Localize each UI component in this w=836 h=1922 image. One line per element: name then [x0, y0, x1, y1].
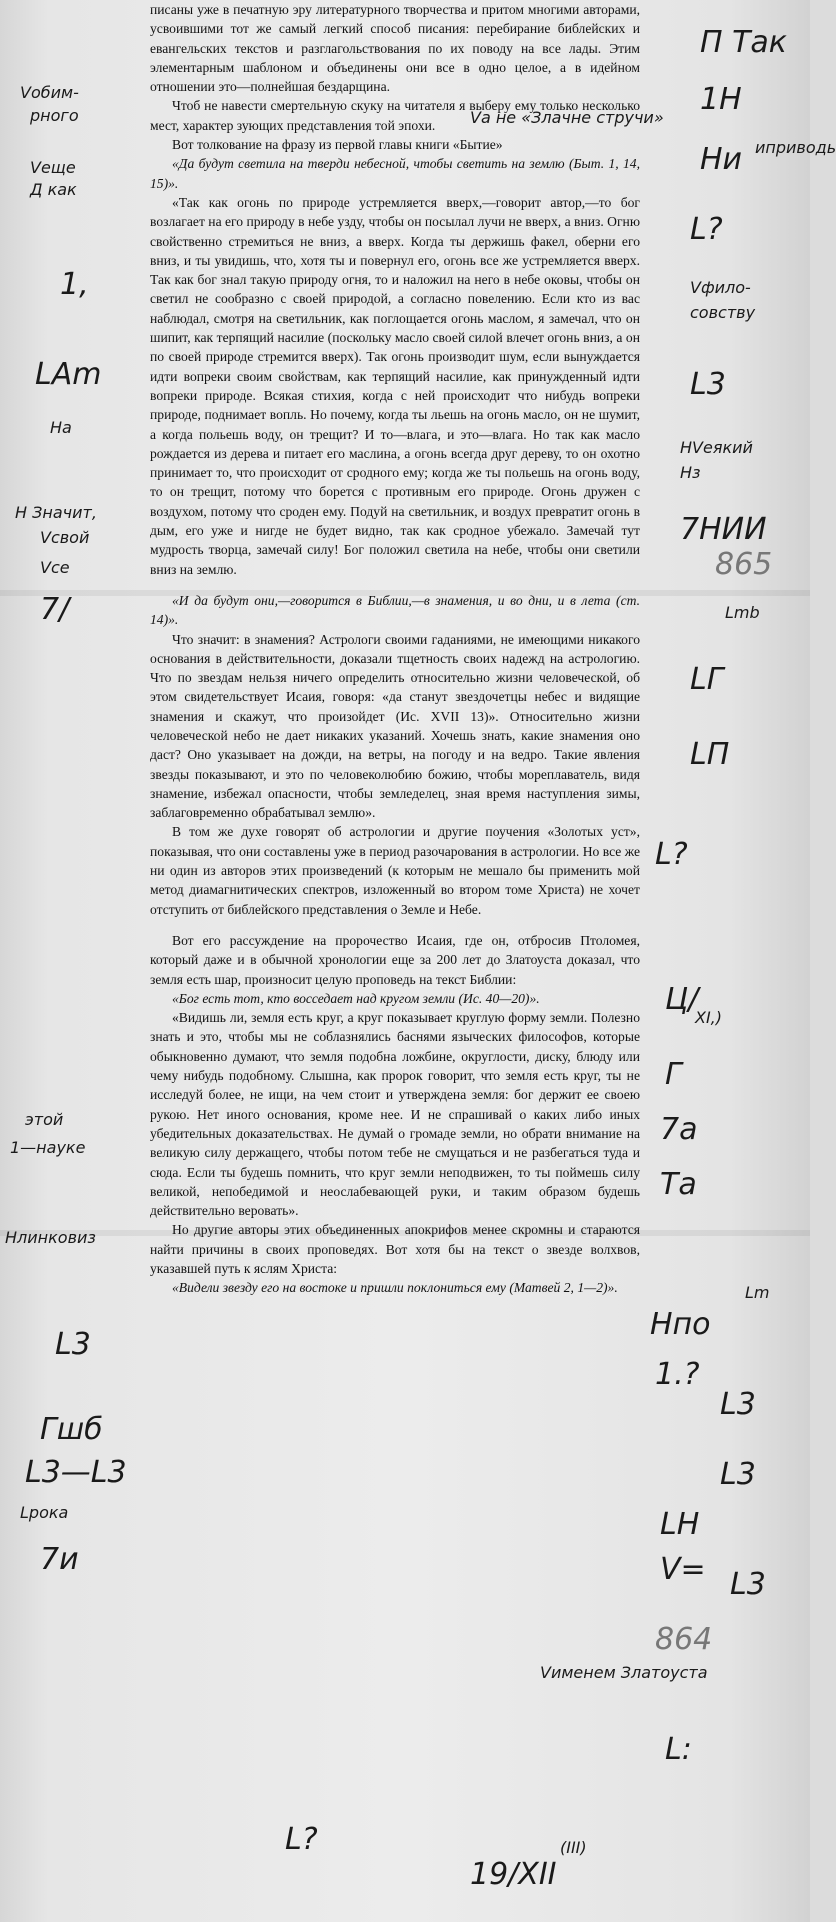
quote-paragraph: «Видели звезду его на востоке и пришли поклониться ему (Матвей 2, 1—2)». — [172, 1280, 618, 1296]
handwritten-mark: Ц/ — [665, 982, 699, 1017]
handwritten-mark: П Так — [700, 25, 787, 60]
handwritten-mark: LГ — [690, 662, 724, 697]
quote-paragraph: «Да будут светила на тверди небесной, чтобы светить на землю (Быт. 1, 14, 15)». — [150, 156, 640, 191]
handwritten-mark: Vсвой — [40, 528, 90, 547]
handwritten-mark: 7а — [660, 1112, 698, 1147]
body-paragraph: Вот его рассуждение на пророчество Исаия, где он, отбросив Птоломея, который даже и в обычной хронологии еще за 200 лет до Златоуста доказал, что земля есть шар, произносит целую проповедь на текст Библии: — [150, 932, 640, 987]
handwritten-mark: 1, — [60, 267, 89, 302]
handwritten-mark: LП — [690, 737, 730, 772]
handwritten-mark: Lmb — [725, 603, 760, 622]
handwritten-mark: L3 — [720, 1457, 756, 1492]
handwritten-mark: L3—L3 — [25, 1455, 127, 1490]
handwritten-mark: 19/XII — [470, 1857, 557, 1892]
handwritten-mark: L3 — [720, 1387, 756, 1422]
handwritten-mark: Vфило- — [690, 278, 751, 297]
body-paragraph: «Так как огонь по природе устремляется вверх,—говорит автор,—то бог возлагает на его природу в небе узду, чтобы он посылал лучи не вверх, а вниз. Огню свойственно стремиться не вниз, а вверх. Когда ты держишь факел, оберни его вниз, и ты увидишь, что, хотя ты и повернул его, огонь все же устремляется вверх. Так как бог знал такую природу огня, то и наложил на него в небе оковы, чтобы он светил не сообразно с своей природой, а согласно повелению. Если кто из вас наблюдал, смотря на светильник, как поглощается огонь маслом, я замечал, что он шипит, как терпящий насилие (поскольку масло своей силой влечет огонь вниз, а он по своей природе стремится вверх). Так огонь производит шум, если вынуждается идти вопреки своим свойствам, как терпящий насилие, как принужденный идти вопреки природе. Всякая стихия, когда с ней происходит что нибудь вопреки природе, поднимает вопль. Но почему, когда ты льешь на огонь масло, он не шумит, а когда польешь воду, он трещит? И то—влага, и это—влага. Но так как масло рождается из дерева и питает его маслина, а огонь всегда друг дереву, то он охотно принимает то, что происходит от сродного ему; когда же ты польешь на огонь воду, то он трещит, потому что борется с противным его природе. Огонь дружен с воздухом, потому что сроден ему. Подуй на светильник, и воздух превратит огонь в дым, его уже и нигде не будет видно, так как сродное убежало. Замечай тут мудрость творца, замечай силу! Бог положил светила на небе, чтобы они светили вниз на землю. — [150, 194, 640, 577]
handwritten-mark: Гшб — [40, 1412, 103, 1447]
handwritten-mark: Hз — [680, 463, 701, 482]
body-paragraph: Вот толкование на фразу из первой главы книги «Бытие» — [172, 137, 503, 153]
handwritten-mark: Г — [665, 1057, 682, 1092]
handwritten-mark: Vсе — [40, 558, 70, 577]
handwritten-mark: Нлинковиз — [5, 1228, 96, 1247]
handwritten-mark: Vеще — [30, 158, 76, 177]
handwritten-mark: Ha — [50, 418, 72, 437]
handwritten-mark: Lm — [745, 1283, 770, 1302]
handwritten-mark: L? — [690, 212, 723, 247]
handwritten-mark: 1Н — [700, 82, 742, 117]
handwritten-mark: этой — [25, 1110, 64, 1129]
handwritten-mark: Vа не «Злачне стручи» — [470, 108, 664, 127]
handwritten-mark: Ни — [700, 142, 743, 177]
handwritten-mark: L3 — [730, 1567, 766, 1602]
handwritten-mark: LH — [660, 1507, 700, 1542]
handwritten-mark: 865 — [715, 547, 773, 582]
handwritten-mark: L3 — [55, 1327, 91, 1362]
handwritten-mark: НVеякий — [680, 438, 753, 457]
body-paragraph: писаны уже в печатную эру литературного творчества и притом многими авторами, усвоившими тот же самый легкий способ писания: перебирание библейских и евангельских текстов и разглагольствования по их поводу на все лады. Этим элементарным шаблоном и объединены они все в одно целое, а в идейном отношении это—полнейшая бездарщина. — [150, 2, 640, 95]
handwritten-mark: 864 — [655, 1622, 713, 1657]
handwritten-mark: 7/ — [40, 592, 70, 627]
handwritten-mark: Vименем Златоуста — [540, 1663, 708, 1682]
handwritten-mark: рного — [30, 106, 79, 125]
handwritten-mark: (III) — [560, 1838, 587, 1857]
handwritten-mark: 1.? — [655, 1357, 700, 1392]
handwritten-mark: L? — [285, 1822, 318, 1857]
handwritten-mark: иприводь — [755, 138, 836, 157]
handwritten-mark: Та — [660, 1167, 697, 1202]
handwritten-mark: 1—науке — [10, 1138, 86, 1157]
handwritten-mark: совству — [690, 303, 756, 322]
text-column — [150, 0, 640, 1298]
handwritten-mark: L? — [655, 837, 688, 872]
handwritten-mark: V= — [660, 1552, 706, 1587]
body-paragraph: В том же духе говорят об астрологии и другие поучения «Золотых уст», показывая, что они составлены уже в период разочарования в астрологии. Но все же ни один из авторов этих произведений (к которым не мешало бы применить мой метод диамагнитических спектров, изложенный во втором томе Христа) не хочет отступить от библейского представления о Земле и Небе. — [150, 824, 640, 917]
handwritten-mark: LAm — [35, 357, 102, 392]
handwritten-mark: 7НИИ — [680, 512, 767, 547]
handwritten-mark: XI,) — [695, 1008, 723, 1027]
body-paragraph: Чтоб не навести смертельную скуку на читателя я выберу ему только несколько мест, характер зующих представления той эпохи. — [150, 98, 640, 133]
body-paragraph: «Видишь ли, земля есть круг, а круг показывает круглую форму земли. Полезно знать и это, чтобы мы не соблазнялись баснями языческих философов, которые обыкновенно думают, что земля подобна ложбине, округлости, диску, блюду или чему нибудь подобному. Слышна, как пророк говорит, что земля есть круг, ты не исследуй более, не ищи, на чем стоит и утверждена земля: бог держит ее своею рукою. Нет иного основания, кроме нее. И не спрашивай о каких либо иных убедительных доказательствах. Не думай о громаде земли, но обрати внимание на великую силу держащего, чтобы потом тебе не смущаться и не разбегаться туда и сюда. Если ты будешь помнить, что круг земли неподвижен, то ты поймешь силу великой, непобедимой и неослабевающей руки, и таким образом будешь действительно веровать». — [150, 1010, 640, 1219]
handwritten-mark: Д как — [30, 180, 77, 199]
handwritten-mark: Нпо — [650, 1307, 711, 1342]
handwritten-mark: L: — [665, 1732, 692, 1767]
body-paragraph: Но другие авторы этих объединенных апокрифов менее скромны и стараются найти причины в своих проповедях. Вот хотя бы на текст о звезде волхвов, указавшей путь к яслям Христа: — [150, 1222, 640, 1276]
handwritten-mark: L3 — [690, 367, 726, 402]
handwritten-mark: Lрока — [20, 1503, 69, 1522]
quote-paragraph: «Бог есть тот, кто восседает над кругом земли (Ис. 40—20)». — [172, 990, 540, 1006]
handwritten-mark: 7и — [40, 1542, 79, 1577]
body-paragraph: Что значит: в знамения? Астрологи своими гаданиями, не имеющими никакого основания в действительности, доказали тщетность своих надежд на астрологию. Что по звездам нельзя ничего определить относительно жизни человеческой, об этом свидетельствует Исаия, говоря: «да станут звездочетцы небес и видящие знамения и скажут, что произойдет (Ис. XVII 13)». Относительно жизни человеческой небо не дает никаких указаний. Хочешь знать, какие знамения оно даст? Оно указывает на дожди, на ветры, на погоду и на ведро. Такие явления звезды показывают, и это по человеколюбию божию, чтобы мореплаватель, видя знамение, избежал опасности, чтобы земледелец, зная время наступления зимы, заблаговременно обрабатывал землю». — [150, 631, 640, 821]
handwritten-mark: Н Значит, — [15, 503, 97, 522]
quote-paragraph: «И да будут они,—говорится в Библии,—в знамения, и во дни, и в лета (ст. 14)». — [150, 592, 640, 628]
handwritten-mark: Vобим- — [20, 83, 79, 102]
